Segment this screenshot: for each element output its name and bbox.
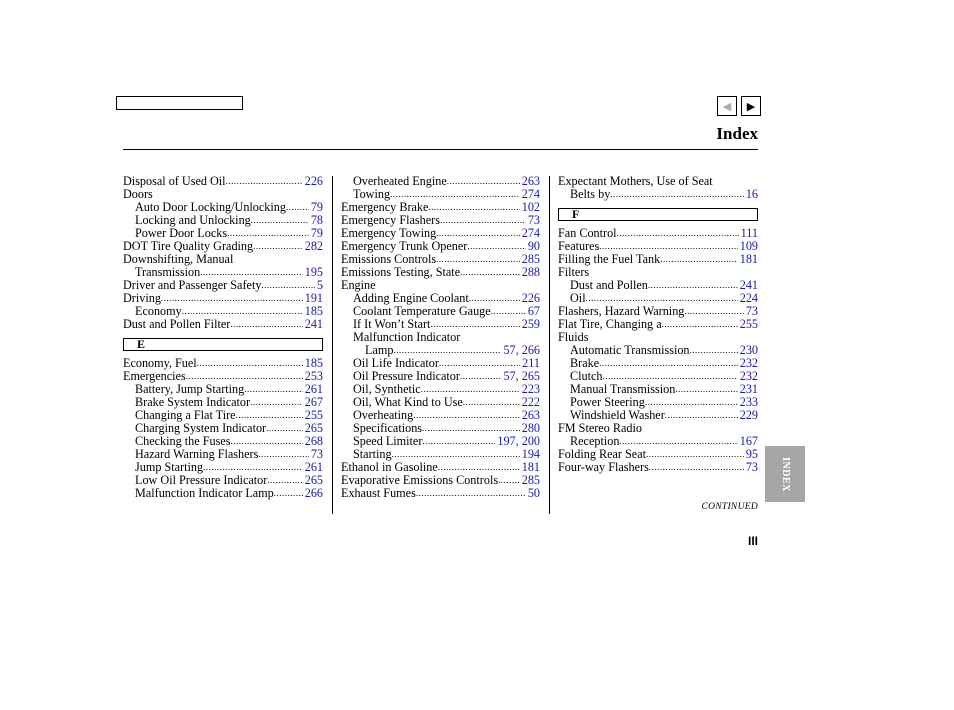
index-entry-term: DOT Tire Quality Grading: [123, 240, 254, 253]
index-entry[interactable]: [558, 409, 758, 422]
index-entry-term: Dust and Pollen Filter: [123, 318, 231, 331]
index-entry[interactable]: [341, 422, 540, 435]
index-entry[interactable]: [341, 305, 540, 318]
index-entry-term: Transmission: [135, 266, 201, 279]
index-entry: [123, 253, 323, 266]
dot-leader: [421, 383, 520, 396]
dot-leader: [460, 370, 501, 383]
index-entry[interactable]: [123, 370, 323, 383]
index-entry-term: Fluids: [558, 331, 589, 344]
dot-leader: [460, 266, 520, 279]
dot-leader: [617, 227, 739, 240]
dot-leader: [447, 175, 520, 188]
dot-leader: [619, 435, 737, 448]
index-entry: [558, 266, 758, 279]
index-entry-term: Driver and Passenger Safety: [123, 279, 262, 292]
dot-leader: [227, 227, 309, 240]
dot-leader: [197, 357, 303, 370]
index-entry-term: Malfunction Indicator Lamp: [135, 487, 274, 500]
index-entry[interactable]: [341, 461, 540, 474]
index-entry-term: Charging System Indicator: [135, 422, 267, 435]
page-link[interactable]: 181: [521, 461, 540, 474]
index-entry[interactable]: [558, 279, 758, 292]
index-entry[interactable]: [123, 240, 323, 253]
index-entry-term: Power Steering: [570, 396, 645, 409]
section-header: E: [123, 338, 323, 351]
dot-leader: [390, 188, 520, 201]
index-entry[interactable]: [558, 370, 758, 383]
index-entry-term: Emergencies: [123, 370, 186, 383]
index-entry[interactable]: [123, 461, 323, 474]
index-entry-term: Four-way Flashers: [558, 461, 649, 474]
index-entry-term: Features: [558, 240, 600, 253]
dot-leader: [610, 188, 744, 201]
index-entry-term: Flashers, Hazard Warning: [558, 305, 685, 318]
page-link[interactable]: 267: [304, 396, 323, 409]
page-link[interactable]: 73: [745, 305, 758, 318]
index-entry[interactable]: [341, 214, 540, 227]
index-entry: [341, 279, 540, 292]
dot-leader: [603, 370, 738, 383]
page-link[interactable]: 222: [521, 396, 540, 409]
index-entry: [558, 422, 758, 435]
page-link[interactable]: 274: [521, 227, 540, 240]
page-link[interactable]: 268: [304, 435, 323, 448]
page-link[interactable]: 181: [739, 253, 758, 266]
dot-leader: [251, 214, 309, 227]
page-link[interactable]: 109: [739, 240, 758, 253]
index-entry[interactable]: [341, 253, 540, 266]
index-entry-term: Emergency Brake: [341, 201, 429, 214]
page-link[interactable]: 241: [739, 279, 758, 292]
index-entry-term: Coolant Temperature Gauge: [353, 305, 491, 318]
index-entry[interactable]: [123, 292, 323, 305]
dot-leader: [648, 279, 738, 292]
index-entry[interactable]: [341, 370, 540, 383]
index-entry-term: Low Oil Pressure Indicator: [135, 474, 268, 487]
dot-leader: [186, 370, 303, 383]
index-entry[interactable]: [341, 474, 540, 487]
page-link[interactable]: 285: [521, 253, 540, 266]
page-link[interactable]: 282: [304, 240, 323, 253]
index-entry-term: Lamp: [365, 344, 394, 357]
index-entry[interactable]: [123, 214, 323, 227]
page-link[interactable]: 57, 265: [503, 370, 540, 383]
continued-label: CONTINUED: [701, 502, 758, 512]
dot-leader: [422, 422, 520, 435]
page-link[interactable]: 226: [304, 175, 323, 188]
index-entry-term: Expectant Mothers, Use of Seat: [558, 175, 713, 188]
page-link[interactable]: 229: [739, 409, 758, 422]
index-column-1: [123, 175, 323, 500]
index-entry-term: Driving: [123, 292, 161, 305]
column-divider-2: [549, 176, 550, 514]
index-entry-term: Emergency Towing: [341, 227, 437, 240]
index-entry[interactable]: [341, 201, 540, 214]
page-link[interactable]: 224: [739, 292, 758, 305]
dot-leader: [422, 435, 495, 448]
index-entry[interactable]: [558, 383, 758, 396]
index-entry-term: Oil Pressure Indicator: [353, 370, 460, 383]
index-entry-term: Flat Tire, Changing a: [558, 318, 662, 331]
dot-leader: [267, 474, 302, 487]
index-entry-term: Belts by: [570, 188, 611, 201]
index-entry[interactable]: [341, 188, 540, 201]
header-divider: [123, 149, 758, 150]
column-divider-1: [332, 176, 333, 514]
index-entry: [558, 331, 758, 344]
index-entry-term: Adding Engine Coolant: [353, 292, 469, 305]
page-link[interactable]: 253: [304, 370, 323, 383]
index-entry[interactable]: [341, 175, 540, 188]
index-entry-term: Jump Starting: [135, 461, 204, 474]
page-link[interactable]: 255: [304, 409, 323, 422]
dot-leader: [226, 175, 303, 188]
index-entry[interactable]: [341, 240, 540, 253]
index-entry[interactable]: [123, 474, 323, 487]
index-entry-term: Emergency Trunk Opener: [341, 240, 468, 253]
index-entry[interactable]: [341, 409, 540, 422]
index-entry-term: FM Stereo Radio: [558, 422, 642, 435]
index-entry-term: Checking the Fuses: [135, 435, 231, 448]
page-link[interactable]: 191: [304, 292, 323, 305]
dot-leader: [645, 396, 738, 409]
index-entry-term: Automatic Transmission: [570, 344, 690, 357]
index-entry-term: Emergency Flashers: [341, 214, 440, 227]
dot-leader: [463, 396, 520, 409]
index-entry-term: Battery, Jump Starting: [135, 383, 245, 396]
dot-leader: [469, 292, 520, 305]
index-entry[interactable]: [341, 396, 540, 409]
index-entry[interactable]: [123, 435, 323, 448]
dot-leader: [200, 266, 302, 279]
index-entry[interactable]: [123, 318, 323, 331]
index-entry-term: Hazard Warning Flashers: [135, 448, 259, 461]
index-entry[interactable]: [558, 435, 758, 448]
page-link[interactable]: 67: [527, 305, 540, 318]
index-entry-term: Overheated Engine: [353, 175, 447, 188]
index-entry-term: Brake: [570, 357, 600, 370]
page-link[interactable]: 288: [521, 266, 540, 279]
page-link[interactable]: 232: [739, 370, 758, 383]
index-entry-term: Fan Control: [558, 227, 617, 240]
index-entry[interactable]: [341, 266, 540, 279]
page-link[interactable]: 226: [521, 292, 540, 305]
index-entry-term: Oil Life Indicator: [353, 357, 439, 370]
index-entry-term: Engine: [341, 279, 376, 292]
index-entry[interactable]: [123, 201, 323, 214]
page-link[interactable]: 259: [521, 318, 540, 331]
page-link[interactable]: 274: [521, 188, 540, 201]
index-entry-term: Windshield Washer: [570, 409, 665, 422]
triangle-right-icon: ▶: [746, 99, 756, 113]
index-entry[interactable]: [123, 227, 323, 240]
dot-leader: [439, 357, 520, 370]
dot-leader: [286, 201, 309, 214]
index-entry-term: Changing a Flat Tire: [135, 409, 236, 422]
dot-leader: [258, 448, 308, 461]
dot-leader: [498, 474, 520, 487]
index-entry-term: Exhaust Fumes: [341, 487, 416, 500]
index-entry[interactable]: [123, 279, 323, 292]
page-link[interactable]: 79: [310, 227, 323, 240]
dot-leader: [203, 461, 303, 474]
index-entry[interactable]: [341, 435, 540, 448]
page-link[interactable]: 197, 200: [497, 435, 540, 448]
index-entry-term: Oil, Synthetic: [353, 383, 421, 396]
page-title: Index: [716, 124, 758, 143]
index-entry-term: Locking and Unlocking: [135, 214, 251, 227]
index-entry-term: Starting: [353, 448, 392, 461]
index-entry-term: Evaporative Emissions Controls: [341, 474, 499, 487]
dot-leader: [230, 318, 302, 331]
index-entry-term: Folding Rear Seat: [558, 448, 647, 461]
index-entry: [123, 188, 323, 201]
dot-leader: [161, 292, 303, 305]
dot-leader: [436, 227, 520, 240]
index-entry[interactable]: [558, 305, 758, 318]
index-entry-term: Auto Door Locking/Unlocking: [135, 201, 286, 214]
index-entry[interactable]: [558, 227, 758, 240]
index-entry[interactable]: [558, 318, 758, 331]
page-link[interactable]: 241: [304, 318, 323, 331]
index-entry[interactable]: [123, 487, 323, 500]
dot-leader: [662, 318, 738, 331]
dot-leader: [261, 279, 314, 292]
index-entry[interactable]: [341, 383, 540, 396]
index-entry[interactable]: [341, 448, 540, 461]
dot-leader: [428, 201, 519, 214]
page-link[interactable]: 195: [304, 266, 323, 279]
index-entry-term: Doors: [123, 188, 153, 201]
index-entry-term: Overheating: [353, 409, 414, 422]
page-link[interactable]: 50: [527, 487, 540, 500]
dot-leader: [253, 240, 303, 253]
index-entry-term: If It Won’t Start: [353, 318, 431, 331]
page-link[interactable]: 73: [527, 214, 540, 227]
page-link[interactable]: 90: [527, 240, 540, 253]
index-entry[interactable]: [558, 188, 758, 201]
page-link[interactable]: 261: [304, 461, 323, 474]
index-entry-term: Towing: [353, 188, 391, 201]
index-entry[interactable]: [123, 409, 323, 422]
dot-leader: [416, 487, 526, 500]
index-entry[interactable]: [123, 175, 323, 188]
index-entry-term: Power Door Locks: [135, 227, 228, 240]
dot-leader: [646, 448, 744, 461]
index-entry-term: Filters: [558, 266, 590, 279]
dot-leader: [436, 253, 520, 266]
dot-leader: [244, 383, 302, 396]
next-page-button[interactable]: [741, 96, 761, 116]
triangle-left-icon: ◀: [722, 99, 732, 113]
dot-leader: [690, 344, 738, 357]
page-link[interactable]: 265: [304, 422, 323, 435]
index-column-3: [558, 175, 758, 474]
index-entry-term: Malfunction Indicator: [353, 331, 461, 344]
dot-leader: [599, 240, 737, 253]
index-entry-term: Brake System Indicator: [135, 396, 251, 409]
page-link[interactable]: 211: [522, 357, 540, 370]
dot-leader: [660, 253, 738, 266]
dot-leader: [266, 422, 303, 435]
index-entry-term: Economy: [135, 305, 182, 318]
dot-leader: [250, 396, 303, 409]
page-number: III: [747, 534, 758, 548]
index-entry[interactable]: [123, 396, 323, 409]
dot-leader: [392, 448, 520, 461]
dot-leader: [430, 318, 519, 331]
index-entry[interactable]: [123, 383, 323, 396]
index-entry[interactable]: [341, 487, 540, 500]
page-link[interactable]: 167: [739, 435, 758, 448]
index-entry[interactable]: [123, 422, 323, 435]
dot-leader: [467, 240, 525, 253]
index-entry-term: Ethanol in Gasoline: [341, 461, 438, 474]
index-entry[interactable]: [341, 292, 540, 305]
page-link[interactable]: 111: [740, 227, 758, 240]
index-entry-term: Speed Limiter: [353, 435, 423, 448]
index-entry[interactable]: [123, 305, 323, 318]
index-entry[interactable]: [123, 266, 323, 279]
dot-leader: [684, 305, 743, 318]
page-link[interactable]: 233: [739, 396, 758, 409]
index-entry-term: Oil: [570, 292, 586, 305]
page-link[interactable]: 263: [521, 175, 540, 188]
index-entry-term: Downshifting, Manual: [123, 253, 234, 266]
index-entry-term: Manual Transmission: [570, 383, 676, 396]
dot-leader: [440, 214, 526, 227]
index-entry[interactable]: [558, 253, 758, 266]
dot-leader: [230, 435, 302, 448]
index-entry[interactable]: [341, 318, 540, 331]
index-entry-term: Dust and Pollen: [570, 279, 648, 292]
index-entry-term: Specifications: [353, 422, 423, 435]
index-entry[interactable]: [341, 227, 540, 240]
page-link[interactable]: 79: [310, 201, 323, 214]
dot-leader: [438, 461, 520, 474]
index-entry-term: Emissions Controls: [341, 253, 437, 266]
page-link[interactable]: 231: [739, 383, 758, 396]
page-link[interactable]: 73: [745, 461, 758, 474]
dot-leader: [599, 357, 738, 370]
previous-page-button[interactable]: [717, 96, 737, 116]
dot-leader: [236, 409, 303, 422]
index-entry[interactable]: [558, 396, 758, 409]
index-entry[interactable]: [558, 344, 758, 357]
index-entry[interactable]: [558, 292, 758, 305]
page-link[interactable]: 261: [304, 383, 323, 396]
index-entry: [558, 175, 758, 188]
dot-leader: [182, 305, 303, 318]
page-link[interactable]: 95: [745, 448, 758, 461]
index-column-2: [341, 175, 540, 500]
dot-leader: [491, 305, 526, 318]
page-link[interactable]: 232: [739, 357, 758, 370]
page-link[interactable]: 263: [521, 409, 540, 422]
index-entry[interactable]: [558, 461, 758, 474]
dot-leader: [649, 461, 744, 474]
page-link[interactable]: 280: [521, 422, 540, 435]
index-entry-term: Economy, Fuel: [123, 357, 197, 370]
page-link[interactable]: 230: [739, 344, 758, 357]
page-link[interactable]: 78: [310, 214, 323, 227]
index-entry[interactable]: [558, 240, 758, 253]
section-header: F: [558, 208, 758, 221]
index-entry[interactable]: [123, 448, 323, 461]
dot-leader: [413, 409, 519, 422]
page-link[interactable]: 285: [521, 474, 540, 487]
page-link[interactable]: 57, 266: [503, 344, 540, 357]
index-entry-term: Filling the Fuel Tank: [558, 253, 661, 266]
index-entry-term: Oil, What Kind to Use: [353, 396, 463, 409]
index-entry-term: Clutch: [570, 370, 603, 383]
page-link[interactable]: 255: [739, 318, 758, 331]
index-entry[interactable]: [123, 357, 323, 370]
dot-leader: [675, 383, 737, 396]
index-entry-term: Disposal of Used Oil: [123, 175, 226, 188]
index-entry-term: Emissions Testing, State: [341, 266, 461, 279]
page-link[interactable]: 102: [521, 201, 540, 214]
dot-leader: [393, 344, 501, 357]
dot-leader: [665, 409, 738, 422]
dot-leader: [586, 292, 738, 305]
page-link[interactable]: 185: [304, 305, 323, 318]
index-side-tab[interactable]: [765, 446, 805, 502]
index-entry[interactable]: [341, 357, 540, 370]
index-entry-term: Reception: [570, 435, 620, 448]
dot-leader: [274, 487, 303, 500]
index-entry: [341, 331, 540, 344]
index-entry[interactable]: [558, 357, 758, 370]
header-blank-box: [116, 96, 243, 110]
page-link[interactable]: 5: [316, 279, 323, 292]
index-entry[interactable]: [558, 448, 758, 461]
page-link[interactable]: 223: [521, 383, 540, 396]
page-link[interactable]: 266: [304, 487, 323, 500]
page-link[interactable]: 73: [310, 448, 323, 461]
index-entry[interactable]: [341, 344, 540, 357]
page-link[interactable]: 16: [745, 188, 758, 201]
page-link[interactable]: 185: [304, 357, 323, 370]
page-link[interactable]: 265: [304, 474, 323, 487]
page-link[interactable]: 194: [521, 448, 540, 461]
side-tab-label: INDEX: [779, 456, 791, 492]
